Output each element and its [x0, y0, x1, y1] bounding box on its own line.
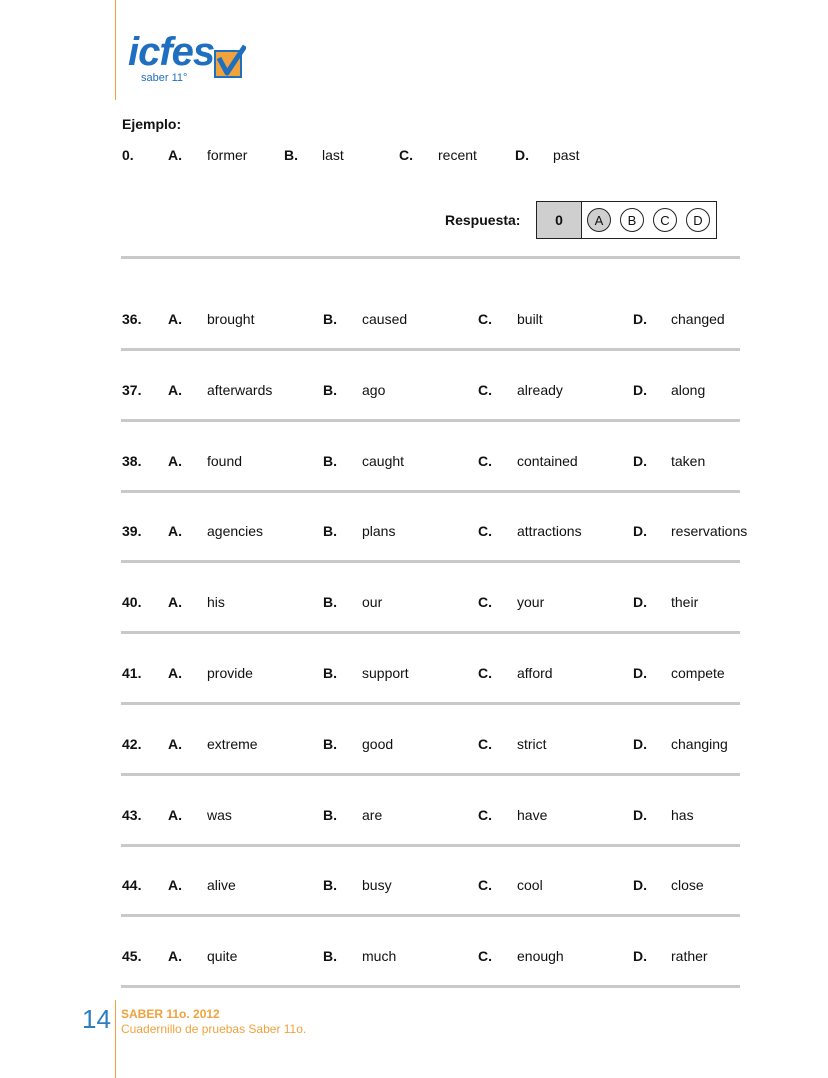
option-text: quite: [207, 948, 238, 964]
option-letter: C.: [478, 665, 492, 681]
question-number: 39.: [122, 523, 142, 539]
question-number: 42.: [122, 736, 142, 752]
divider: [121, 560, 740, 563]
option-text: compete: [671, 665, 725, 681]
question-row: [0, 594, 828, 614]
option-text: attractions: [517, 523, 582, 539]
option-letter: A.: [168, 807, 182, 823]
answer-label: Respuesta:: [445, 212, 521, 228]
option-text: found: [207, 453, 243, 469]
option-letter: B.: [323, 736, 337, 752]
question-row: [0, 877, 828, 897]
divider: [121, 256, 740, 259]
option-text: taken: [671, 453, 706, 469]
option-text: strict: [517, 736, 547, 752]
question-row: [0, 665, 828, 685]
option-text: changed: [671, 311, 725, 327]
answer-bubble-d: D: [686, 208, 710, 232]
question-number: 37.: [122, 382, 142, 398]
question-row: [0, 382, 828, 402]
option-letter: C.: [399, 147, 413, 163]
option-text: his: [207, 594, 225, 610]
question-row: [0, 523, 828, 543]
option-letter: D.: [633, 948, 647, 964]
answer-bubble-c: C: [653, 208, 677, 232]
option-text: caught: [362, 453, 405, 469]
option-text: agencies: [207, 523, 264, 539]
example-row: [0, 147, 828, 167]
option-text: ago: [362, 382, 386, 398]
page-number: 14: [82, 1004, 111, 1034]
option-letter: D.: [633, 665, 647, 681]
option-letter: B.: [323, 594, 337, 610]
question-number: 44.: [122, 877, 142, 893]
question-number: 38.: [122, 453, 142, 469]
divider: [121, 844, 740, 847]
option-text: recent: [438, 147, 477, 163]
option-text: was: [207, 807, 232, 823]
option-text: our: [362, 594, 383, 610]
divider: [121, 702, 740, 705]
option-letter: B.: [323, 523, 337, 539]
question-number: 40.: [122, 594, 142, 610]
footer-subtitle: Cuadernillo de pruebas Saber 11o.: [121, 1022, 307, 1036]
option-text: afterwards: [207, 382, 273, 398]
option-letter: C.: [478, 736, 492, 752]
option-letter: C.: [478, 311, 492, 327]
option-letter: C.: [478, 877, 492, 893]
option-text: busy: [362, 877, 392, 893]
option-text: afford: [517, 665, 553, 681]
option-letter: D.: [633, 523, 647, 539]
option-letter: A.: [168, 523, 182, 539]
option-text: former: [207, 147, 248, 163]
option-letter: A.: [168, 382, 182, 398]
option-text: their: [671, 594, 699, 610]
option-letter: D.: [633, 594, 647, 610]
option-text: reservations: [671, 523, 748, 539]
option-text: alive: [207, 877, 236, 893]
option-letter: A.: [168, 736, 182, 752]
divider: [121, 419, 740, 422]
question-row: [0, 807, 828, 827]
option-letter: B.: [323, 382, 337, 398]
example-label: Ejemplo:: [122, 116, 182, 132]
divider: [121, 914, 740, 917]
option-letter: B.: [323, 453, 337, 469]
option-letter: C.: [478, 807, 492, 823]
option-letter: C.: [478, 382, 492, 398]
option-letter: C.: [478, 948, 492, 964]
option-letter: B.: [323, 807, 337, 823]
option-letter: D.: [515, 147, 529, 163]
example-number: 0.: [122, 147, 134, 163]
option-text: your: [517, 594, 545, 610]
option-text: contained: [517, 453, 578, 469]
option-letter: D.: [633, 311, 647, 327]
option-text: plans: [362, 523, 396, 539]
option-letter: C.: [478, 594, 492, 610]
option-text: have: [517, 807, 548, 823]
option-text: extreme: [207, 736, 258, 752]
option-letter: C.: [478, 523, 492, 539]
option-text: caused: [362, 311, 408, 327]
question-row: [0, 311, 828, 331]
option-text: already: [517, 382, 563, 398]
divider: [121, 985, 740, 988]
divider: [121, 631, 740, 634]
question-number: 41.: [122, 665, 142, 681]
question-row: [0, 736, 828, 756]
option-text: cool: [517, 877, 543, 893]
option-text: close: [671, 877, 704, 893]
option-text: good: [362, 736, 394, 752]
question-number: 45.: [122, 948, 142, 964]
option-letter: A.: [168, 453, 182, 469]
logo-word: icfes: [128, 30, 215, 74]
logo-subtitle: saber 11°: [141, 72, 188, 84]
option-letter: A.: [168, 147, 182, 163]
option-text: are: [362, 807, 383, 823]
divider: [121, 348, 740, 351]
option-text: enough: [517, 948, 564, 964]
answer-bubble-a: A: [587, 208, 611, 232]
option-letter: A.: [168, 665, 182, 681]
option-letter: D.: [633, 736, 647, 752]
option-text: past: [553, 147, 580, 163]
option-text: provide: [207, 665, 253, 681]
icfes-logo: [126, 30, 266, 88]
option-letter: A.: [168, 594, 182, 610]
option-text: last: [322, 147, 344, 163]
option-letter: A.: [168, 877, 182, 893]
option-letter: D.: [633, 877, 647, 893]
option-text: has: [671, 807, 694, 823]
option-letter: B.: [323, 311, 337, 327]
option-letter: D.: [633, 807, 647, 823]
option-letter: A.: [168, 948, 182, 964]
answer-number: 0: [537, 202, 582, 238]
option-text: support: [362, 665, 409, 681]
option-letter: D.: [633, 382, 647, 398]
option-text: built: [517, 311, 543, 327]
option-text: changing: [671, 736, 728, 752]
footer-title: SABER 11o. 2012: [121, 1007, 220, 1021]
option-text: rather: [671, 948, 708, 964]
question-number: 43.: [122, 807, 142, 823]
checkmark-icon: [212, 44, 246, 78]
option-text: brought: [207, 311, 255, 327]
option-text: much: [362, 948, 397, 964]
margin-line-top: [115, 0, 116, 100]
question-number: 36.: [122, 311, 142, 327]
answer-box: [536, 201, 717, 239]
margin-line-bottom: [115, 1000, 116, 1078]
option-letter: B.: [284, 147, 298, 163]
option-text: along: [671, 382, 706, 398]
option-letter: B.: [323, 665, 337, 681]
answer-bubble-b: B: [620, 208, 644, 232]
divider: [121, 490, 740, 493]
option-letter: C.: [478, 453, 492, 469]
divider: [121, 773, 740, 776]
option-letter: B.: [323, 877, 337, 893]
option-letter: A.: [168, 311, 182, 327]
option-letter: D.: [633, 453, 647, 469]
option-letter: B.: [323, 948, 337, 964]
question-row: [0, 453, 828, 473]
question-row: [0, 948, 828, 968]
